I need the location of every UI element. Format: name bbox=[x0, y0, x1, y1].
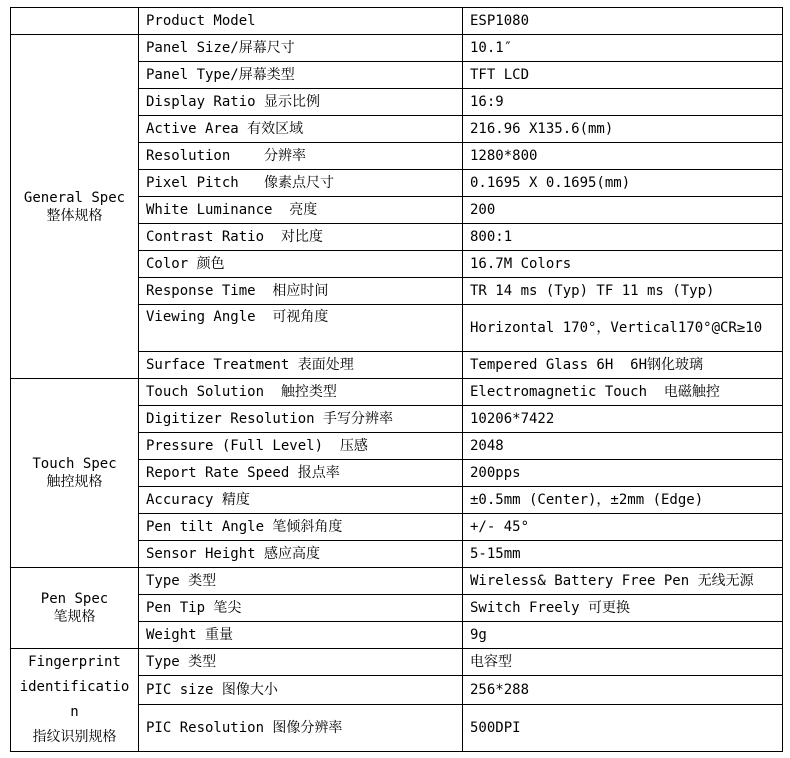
table-row bbox=[11, 8, 783, 35]
spec-value: TR 14 ms (Typ) TF 11 ms (Typ) bbox=[463, 278, 783, 305]
spec-label: Accuracy 精度 bbox=[139, 487, 463, 514]
spec-value: 500DPI bbox=[463, 705, 783, 752]
spec-value: ESP1080 bbox=[463, 8, 783, 35]
spec-value: Electromagnetic Touch 电磁触控 bbox=[463, 379, 783, 406]
spec-label: Response Time 相应时间 bbox=[139, 278, 463, 305]
category-label: Pen Spec bbox=[40, 591, 109, 607]
category-label: 整体规格 bbox=[46, 207, 103, 224]
spec-value: +/- 45° bbox=[463, 514, 783, 541]
spec-value: 256*288 bbox=[463, 676, 783, 705]
category-label: n bbox=[70, 704, 79, 720]
category-pen-spec bbox=[11, 568, 139, 649]
spec-label: Product Model bbox=[139, 8, 463, 35]
spec-label: Panel Type/屏幕类型 bbox=[139, 62, 463, 89]
category-general-spec bbox=[11, 35, 139, 379]
spec-value: Tempered Glass 6H 6H钢化玻璃 bbox=[463, 352, 783, 379]
spec-label: Weight 重量 bbox=[139, 622, 463, 649]
spec-value: 电容型 bbox=[463, 649, 783, 676]
spec-label: Active Area 有效区域 bbox=[139, 116, 463, 143]
spec-value: 800:1 bbox=[463, 224, 783, 251]
spec-label: Digitizer Resolution 手写分辨率 bbox=[139, 406, 463, 433]
spec-label: Viewing Angle 可视角度 bbox=[139, 305, 463, 352]
spec-label: Pen tilt Angle 笔倾斜角度 bbox=[139, 514, 463, 541]
category-label: identificatio bbox=[19, 679, 130, 695]
spec-table bbox=[10, 7, 783, 752]
category-label: Fingerprint bbox=[28, 654, 121, 670]
table-row bbox=[11, 568, 783, 595]
spec-label: Report Rate Speed 报点率 bbox=[139, 460, 463, 487]
spec-label: Touch Solution 触控类型 bbox=[139, 379, 463, 406]
category-fingerprint-spec bbox=[11, 649, 139, 752]
spec-value: 216.96 X135.6(mm) bbox=[463, 116, 783, 143]
spec-value: 10206*7422 bbox=[463, 406, 783, 433]
category-label: General Spec bbox=[23, 189, 126, 206]
spec-label: Display Ratio 显示比例 bbox=[139, 89, 463, 116]
spec-label: White Luminance 亮度 bbox=[139, 197, 463, 224]
spec-value: 16:9 bbox=[463, 89, 783, 116]
spec-value: 16.7M Colors bbox=[463, 251, 783, 278]
spec-label: PIC Resolution 图像分辨率 bbox=[139, 705, 463, 752]
spec-value: TFT LCD bbox=[463, 62, 783, 89]
spec-label: Color 颜色 bbox=[139, 251, 463, 278]
spec-label: Sensor Height 感应高度 bbox=[139, 541, 463, 568]
table-row bbox=[11, 35, 783, 62]
spec-value: 1280*800 bbox=[463, 143, 783, 170]
empty-cell bbox=[11, 8, 139, 35]
spec-value: Horizontal 170°，Vertical170°@CR≥10 bbox=[463, 305, 783, 352]
spec-label: Surface Treatment 表面处理 bbox=[139, 352, 463, 379]
spec-value: 200 bbox=[463, 197, 783, 224]
spec-value: Switch Freely 可更换 bbox=[463, 595, 783, 622]
table-row bbox=[11, 379, 783, 406]
category-label: Touch Spec bbox=[32, 456, 117, 472]
spec-label: Resolution 分辨率 bbox=[139, 143, 463, 170]
category-label: 笔规格 bbox=[53, 609, 96, 625]
table-row bbox=[11, 649, 783, 676]
spec-label: Type 类型 bbox=[139, 649, 463, 676]
spec-value: 9g bbox=[463, 622, 783, 649]
spec-value: 10.1″ bbox=[463, 35, 783, 62]
spec-value: 200pps bbox=[463, 460, 783, 487]
category-label: 触控规格 bbox=[46, 474, 103, 490]
spec-label: Pressure (Full Level) 压感 bbox=[139, 433, 463, 460]
category-label: 指纹识别规格 bbox=[32, 729, 117, 745]
spec-label: Type 类型 bbox=[139, 568, 463, 595]
spec-label: PIC size 图像大小 bbox=[139, 676, 463, 705]
spec-value: 5-15mm bbox=[463, 541, 783, 568]
category-touch-spec bbox=[11, 379, 139, 568]
spec-label: Contrast Ratio 对比度 bbox=[139, 224, 463, 251]
spec-value: Wireless& Battery Free Pen 无线无源 bbox=[463, 568, 783, 595]
spec-label: Pixel Pitch 像素点尺寸 bbox=[139, 170, 463, 197]
spec-value: 0.1695 X 0.1695(mm) bbox=[463, 170, 783, 197]
spec-value: 2048 bbox=[463, 433, 783, 460]
spec-label: Panel Size/屏幕尺寸 bbox=[139, 35, 463, 62]
spec-label: Pen Tip 笔尖 bbox=[139, 595, 463, 622]
spec-value: ±0.5mm (Center)，±2mm (Edge) bbox=[463, 487, 783, 514]
